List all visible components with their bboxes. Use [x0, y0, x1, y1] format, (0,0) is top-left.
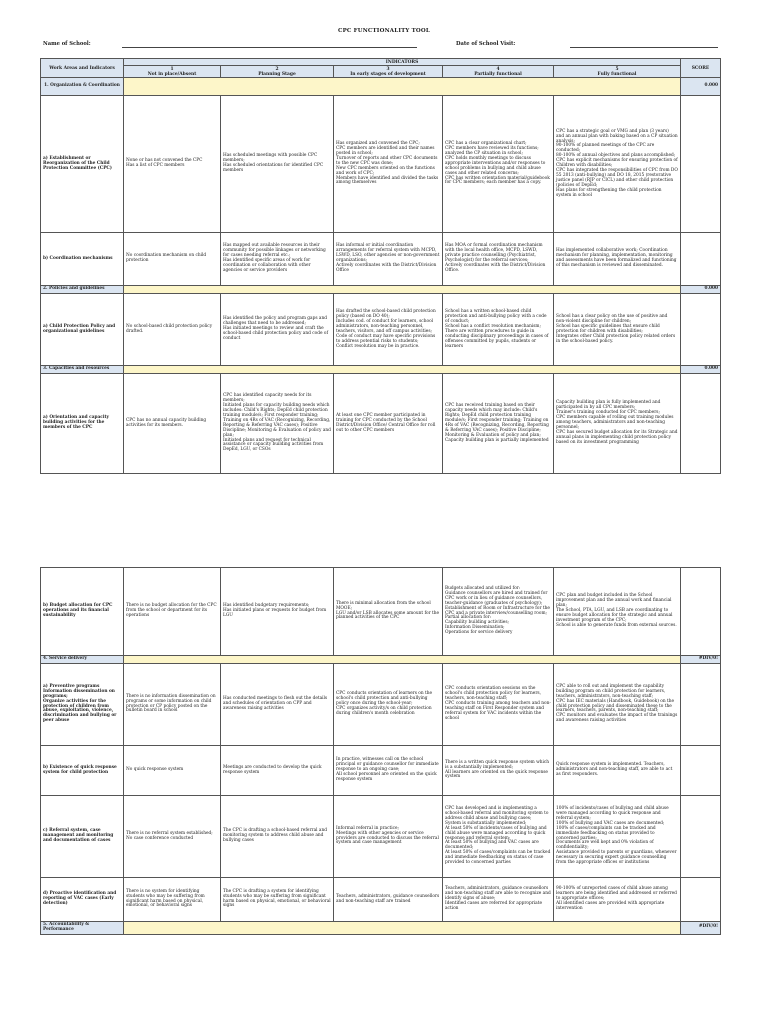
section-score: #DIV/0! [681, 922, 721, 935]
indicator-cell[interactable]: There is no budget allocation for the CPC from the school or department for its operations [124, 568, 221, 656]
level-header: 3 In early stages of development [334, 66, 443, 78]
indicator-cell[interactable]: CPC has a clear organizational chart; CPC members have reviewed its functions; analyzed the CP situation in school; CPC holds monthly meetings to discuss appropriate interventions and/or responses to school problems in bullying and child abuse cases and other related concerns; CPC has written orientation material/guidebook for CPC members; each member has a copy. [443, 96, 554, 233]
indicator-cell[interactable]: Has scheduled meetings with possible CPC members; Has scheduled orientations for identified CPC members [221, 96, 334, 233]
section-score: #DIV/0! [681, 656, 721, 664]
section-label: 3. Capacities and resources [41, 366, 124, 374]
level-header: 2 Planning Stage [221, 66, 334, 78]
section-label: 1. Organization & Coordination [41, 78, 124, 96]
indicator-cell[interactable]: CPC has a strategic goal or VMG and plan (3 years) and an annual plan with baking based on a CP situation analysis; 90-100% of planned meetings of the CPC are conducted; 80-100% of annual objectives and plans accomplished; CPC has explicit mechanisms for ensuring protection of Children with disabilities; CPC has integrated the responsibilities of CPC from DO 55 2013 (anti-bullying) and DO 18, 2015 (restorative justice panel (RJP or CICL) and other child protection (policies of DepEd; Has plans for strengthening the child protection system in school [554, 96, 681, 233]
indicator-row [41, 294, 721, 366]
visit-date-field[interactable] [570, 47, 718, 48]
section-score: 0.000 [681, 78, 721, 96]
indicator-cell[interactable]: In practice, witnesses call on the school principal or guidance counsellor for immediate response to an ongoing case; All school personnel are oriented on the quick response system [334, 746, 443, 796]
indicator-cell[interactable]: Has drafted the school-based child protection policy (based on DO 40); Includes cod. of conduct for learners, school administrators, non-teaching personnel, teachers, visitors, and off campus activities; Code of conduct may have specific provisions to address potential risks to students; Conflict resolution may be in practice. [334, 294, 443, 366]
score-cell[interactable] [681, 568, 721, 656]
indicator-cell[interactable]: Quick response system is implemented. Teachers, administrators and non-teaching staff, are able to act as first responders. [554, 746, 681, 796]
indicator-cell[interactable]: At least one CPC member participated in training for CPC conducted by the School District/Division Office/ Central Office for roll out to other CPC members [334, 374, 443, 474]
score-cell[interactable] [681, 233, 721, 286]
section-score: 0.000 [681, 286, 721, 294]
indicator-cell[interactable]: CPC has identified capacity needs for its members; Initiated plans for capacity building needs which includes: Child's Rights; DepEd child protection training module/s; First responder training; Training on 4Rs of VAC (Recognizing, Recording, Reporting & Referring VAC cases); Positive Discipline; Monitoring & Evaluation of policy and plan; Initiated plans and request for technical assistance or capacity building activities from DepEd, LGU, or CSOs [221, 374, 334, 474]
score-cell[interactable] [681, 96, 721, 233]
indicator-row [41, 96, 721, 233]
work-area-label: d) Proactive identification and reporting of VAC cases (Early detection) [41, 878, 124, 922]
cpc-tool-table-part-2 [40, 567, 721, 935]
indicator-cell[interactable]: Teachers, administrators, guidance counsellors and non-teaching staff are able to recognize and identify signs of abuse; Identified cases are referred for appropriate action [443, 878, 554, 922]
header-row-top [41, 59, 721, 66]
level-header: 5 Fully functional [554, 66, 681, 78]
indicator-row [41, 233, 721, 286]
indicator-cell[interactable]: The CPC is drafting a system for identifying students who may be suffering from significant harm based on physical, emotional, or behavioral signs [221, 878, 334, 922]
score-cell[interactable] [681, 294, 721, 366]
indicator-cell[interactable]: 90-100% of unreported cases of child abuse among learners are being identified and addressed or referred to appropriate offices; All identified cases are provided with appropriate intervention [554, 878, 681, 922]
school-name-field[interactable] [122, 47, 417, 48]
cpc-tool-table-part-1 [40, 58, 721, 474]
school-name-label: Name of School: [43, 41, 91, 47]
section-spacer [124, 366, 681, 374]
indicator-row [41, 568, 721, 656]
section-row [41, 366, 721, 374]
score-cell[interactable] [681, 374, 721, 474]
indicator-cell[interactable]: Has conducted meetings to flesh out the details and schedules of orientation on CPP and awareness raising activities [221, 664, 334, 746]
work-area-label: a) Preventive programs Information dissemination on programs; Organize activities for the protection of children from abuse, exploitation, violence, discrimination and bullying or peer abuse [41, 664, 124, 746]
section-row [41, 78, 721, 96]
indicator-cell[interactable]: There is no referral system established; No case conference conducted [124, 796, 221, 878]
section-spacer [124, 286, 681, 294]
page-title: CPC FUNCTIONALITY TOOL [338, 28, 430, 34]
indicators-header: INDICATORS [124, 59, 681, 66]
indicator-row [41, 374, 721, 474]
work-area-label: b) Existence of quick response system for child protection [41, 746, 124, 796]
indicator-cell[interactable]: Has mapped out available resources in their community for possible linkages or networking for cases needing referral etc.; Has identified specific areas of work for coordination or collaboration with other agencies or service providers [221, 233, 334, 286]
score-cell[interactable] [681, 878, 721, 922]
indicator-cell[interactable]: CPC has no annual capacity building activities for its members. [124, 374, 221, 474]
section-label: 2. Policies and guidelines [41, 286, 124, 294]
indicator-cell[interactable]: The CPC is drafting a school-based referral and monitoring system to address child abuse and bullying cases [221, 796, 334, 878]
section-spacer [124, 656, 681, 664]
header-row-levels [41, 66, 721, 78]
indicator-cell[interactable]: Has organized and convened the CPC; CPC members are identified and their names posted in school; Turnover of reports and other CPC documents to the new CPC was done; New CPC members oriented on the functions and work of CPC; Members have identified and divided the tasks among themselves [334, 96, 443, 233]
work-areas-header: Work Areas and Indicators [41, 59, 124, 78]
indicator-cell[interactable]: There is no system for identifying students who may be suffering from significant harm based on physical, emotional, or behavioral signs [124, 878, 221, 922]
work-area-label: a) Establishment or Reorganization of the Child Protection Committee (CPC) [41, 96, 124, 233]
section-row [41, 922, 721, 935]
level-header: 1 Not in place/Absent [124, 66, 221, 78]
indicator-cell[interactable]: None or has not convened the CPC Has a list of CPC members [124, 96, 221, 233]
indicator-cell[interactable]: Has informal or initial coordination arrangements for referral system with MCPD, LSWD, LSO, other agencies or non-government organizations; Actively coordinates with the District/Division Office [334, 233, 443, 286]
indicator-cell[interactable]: No coordination mechanism on child protection [124, 233, 221, 286]
indicator-cell[interactable]: Has MOA or formal coordination mechanism with the local health office, MCPD, LSWD, private practice counselling (Psychiatrist, Psychologist) for the referral services; Actively coordinates with the District/Division Office. [443, 233, 554, 286]
indicator-cell[interactable]: There is a written quick response system which is a substantially implemented; All learners are oriented on the quick response system [443, 746, 554, 796]
section-label: 4. Service delivery [41, 656, 124, 664]
indicator-cell[interactable]: CPC conducts orientation of learners on the school's child protection and anti-bullying policy once during the school-year; CPC organizes activity/s on child protection during children's month celebration [334, 664, 443, 746]
indicator-cell[interactable]: Meetings are conducted to develop the quick response system [221, 746, 334, 796]
section-row [41, 656, 721, 664]
section-row [41, 286, 721, 294]
indicator-cell[interactable]: Informal referral in practice; Meetings with other agencies or service providers are conducted to discuss the referral system and case management [334, 796, 443, 878]
work-area-label: a) Orientation and capacity building activities for the members of the CPC [41, 374, 124, 474]
work-area-label: b) Coordination mechanisms [41, 233, 124, 286]
work-area-label: a) Child Protection Policy and organizational guidelines [41, 294, 124, 366]
level-header: 4 Partially functional [443, 66, 554, 78]
indicator-cell[interactable]: Teachers, administrators, guidance counsellors and non-teaching staff are trained [334, 878, 443, 922]
score-cell[interactable] [681, 664, 721, 746]
indicator-cell[interactable]: Has identified the policy and program gaps and challenges that need to be addressed; Has initiated meetings to review and craft the school-based child protection policy and code of conduct [221, 294, 334, 366]
section-label: 5. Accountability & Performance [41, 922, 124, 935]
indicator-row [41, 746, 721, 796]
indicator-cell[interactable]: CPC conducts orientation sessions on the school's child protection policy for learners, teachers, non-teaching staff; CPC conducts training among teachers and non-teaching staff on First Responder system and referral system for VAC incidents within the school [443, 664, 554, 746]
indicator-cell[interactable]: CPC able to roll out and implement the capability building program on child protection for learners, teachers, administrators, non-teaching staff; CPC has IEC materials (Handbook, Guidebook) on the child protection policy and disseminated these to the learners, teachers, parents, non-teaching staff; CPC monitors and evaluates the impact of the trainings and awareness raising activities [554, 664, 681, 746]
section-score: 0.000 [681, 366, 721, 374]
indicator-cell[interactable]: CPC plan and budget included in the School improvement plan and the annual work and financial plan; The School, PTA, LGU, and LSB are coordinating to ensure budget allocation for the strategic and annual investment program of the CPC; School is able to generate funds from external sources. [554, 568, 681, 656]
indicator-row [41, 796, 721, 878]
score-cell[interactable] [681, 746, 721, 796]
indicator-row [41, 664, 721, 746]
indicator-cell[interactable]: Budgets allocated and utilized for: Guidance counsellors are hired and trained for CPC work or in lieu of guidance counsellors, teacher-guidance (graduates of psychology); Establishment of Room or Infrastructure for the CPC and a private interview/counselling room; Partial allocation for: Capability building activities; Information Dissemination; Operations for service delivery [443, 568, 554, 656]
indicator-cell[interactable]: 100% of incidents/cases of bullying and child abuse were managed according to quick response and referral system; 100% of bullying and VAC cases are documented; 100% of cases/complaints can be tracked and immediate feedbacking on status provided to concerned parties; Documents are well kept and 0% violation of confidentiality; Assistance provided to parents or guardians, whenever necessary in securing expert guidance counselling from the appropriate offices or institutions [554, 796, 681, 878]
work-area-label: b) Budget allocation for CPC operations and its financial sustainability [41, 568, 124, 656]
indicator-cell[interactable]: Capacity building plan is fully implemented and participated in by all CPC members; Trainer's training conducted for CPC members; CPC members capable of rolling out training modules among teachers, administrators and non-teaching personnel; CPC has secured budget allocation for its Strategic and annual plans in implementing child protection policy based on its investment programming [554, 374, 681, 474]
indicator-cell[interactable]: School has a clear policy on the use of positive and non-violent discipline for children; School has specific guidelines that ensure child protection for children with disabilities; Integrates other Child protection policy related orders in the school-based policy. [554, 294, 681, 366]
indicator-cell[interactable]: Has identified budgetary requirements; Has initiated plans or requests for budget from LGU [221, 568, 334, 656]
indicator-cell[interactable]: There is minimal allocation from the school MOOE; LGU and/or LSB allocates some amount for the planned activities of the CPC [334, 568, 443, 656]
indicator-cell[interactable]: No school-based child protection policy drafted. [124, 294, 221, 366]
indicator-cell[interactable]: CPC has received training based on their capacity needs which may include: Child's Rights; DepEd child protection training module/s; First responder training; Training on 4Rs of VAC (Recognizing, Recording, Reporting & Referring VAC cases); Positive Discipline; Monitoring & Evaluation of policy and plan; Capacity building plan is partially implemented [443, 374, 554, 474]
work-area-label: c) Referral system, case management and monitoring and documentation of cases [41, 796, 124, 878]
indicator-row [41, 878, 721, 922]
score-header: SCORE [681, 59, 721, 78]
indicator-cell[interactable]: No quick response system [124, 746, 221, 796]
indicator-cell[interactable]: There is no information dissemination on programs or some information on child protection or CP policy posted on the bulletin board in school [124, 664, 221, 746]
indicator-cell[interactable]: School has a written school-based child protection and anti-bullying policy with a code of conduct; School has a conflict resolution mechanism; There are written procedures to guide in conducting disciplinary proceedings in cases of offenses committed by pupils, students or learners [443, 294, 554, 366]
indicator-cell[interactable]: CPC has developed and is implementing a school-based referral and monitoring system to address child abuse and bullying cases; System is substantially implemented; At least 50% of incidents/cases of bullying and child abuse were managed according to quick response and referral system; At least 50% of bullying and VAC cases are documented; At least 50% of cases/complaints can be tracked and immediate feedbacking on status of case provided to concerned parties [443, 796, 554, 878]
section-spacer [124, 922, 681, 935]
visit-date-label: Date of School Visit: [456, 41, 516, 47]
section-spacer [124, 78, 681, 96]
score-cell[interactable] [681, 796, 721, 878]
indicator-cell[interactable]: Has implemented collaborative work; Coordination mechanism for planning, implementation, monitoring and assessments have been formalized and functioning of this mechanism is reviewed and disseminated. [554, 233, 681, 286]
